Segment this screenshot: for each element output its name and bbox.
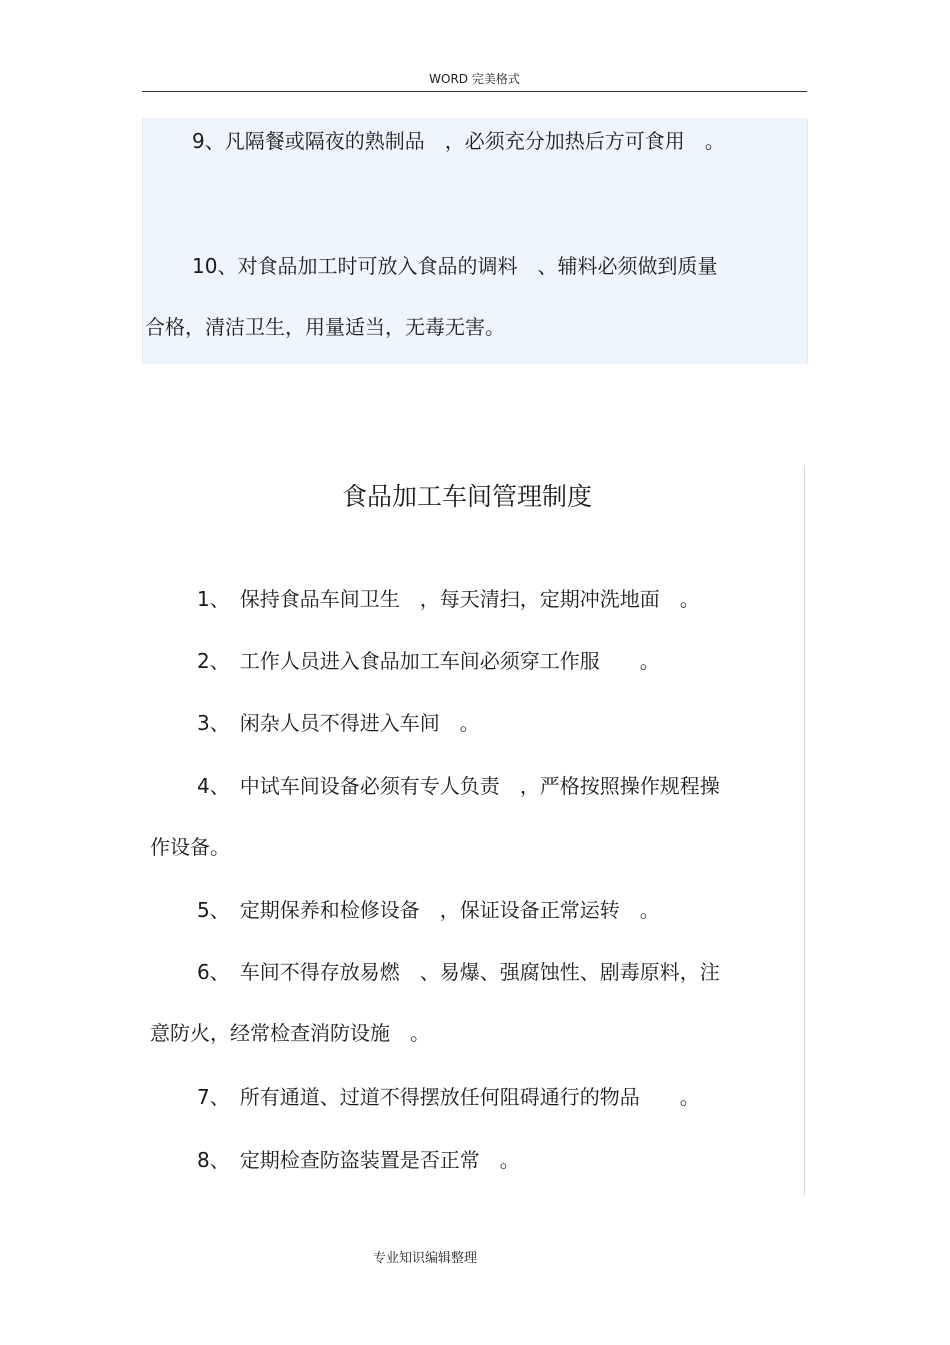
rule-item-3: 3、 闲杂人员不得进入车间 。 xyxy=(197,711,480,735)
rule-item-10: 10、对食品加工时可放入食品的调料 、辅料必须做到质量 xyxy=(192,254,718,278)
rule-item-7: 7、 所有通道、过道不得摆放任何阻碍通行的物品 。 xyxy=(197,1085,700,1109)
rule-item-6-continued: 意防火，经常检查消防设施 。 xyxy=(150,1021,430,1045)
rule-item-6: 6、 车间不得存放易燃 、易爆、强腐蚀性、剧毒原料，注 xyxy=(197,960,720,984)
margin-line xyxy=(804,465,805,1195)
rule-item-8: 8、 定期检查防盗装置是否正常 。 xyxy=(197,1148,520,1172)
rule-item-1: 1、 保持食品车间卫生 ，每天清扫，定期冲洗地面 。 xyxy=(197,587,700,611)
rule-item-10-continued: 合格，清洁卫生，用量适当，无毒无害。 xyxy=(145,315,505,339)
rule-item-5: 5、 定期保养和检修设备 ，保证设备正常运转 。 xyxy=(197,898,660,922)
rule-item-9: 9、凡隔餐或隔夜的熟制品 ，必须充分加热后方可食用 。 xyxy=(192,129,725,153)
rule-item-2: 2、 工作人员进入食品加工车间必须穿工作服 。 xyxy=(197,649,660,673)
page-footer: 专业知识编辑整理 xyxy=(372,1251,477,1266)
header-divider xyxy=(142,91,807,92)
document-title: 食品加工车间管理制度 xyxy=(341,482,592,511)
page-header: WORD 完美格式 xyxy=(429,72,520,86)
rule-item-4: 4、 中试车间设备必须有专人负责 ，严格按照操作规程操 xyxy=(197,774,720,798)
rule-item-4-continued: 作设备。 xyxy=(150,835,230,859)
